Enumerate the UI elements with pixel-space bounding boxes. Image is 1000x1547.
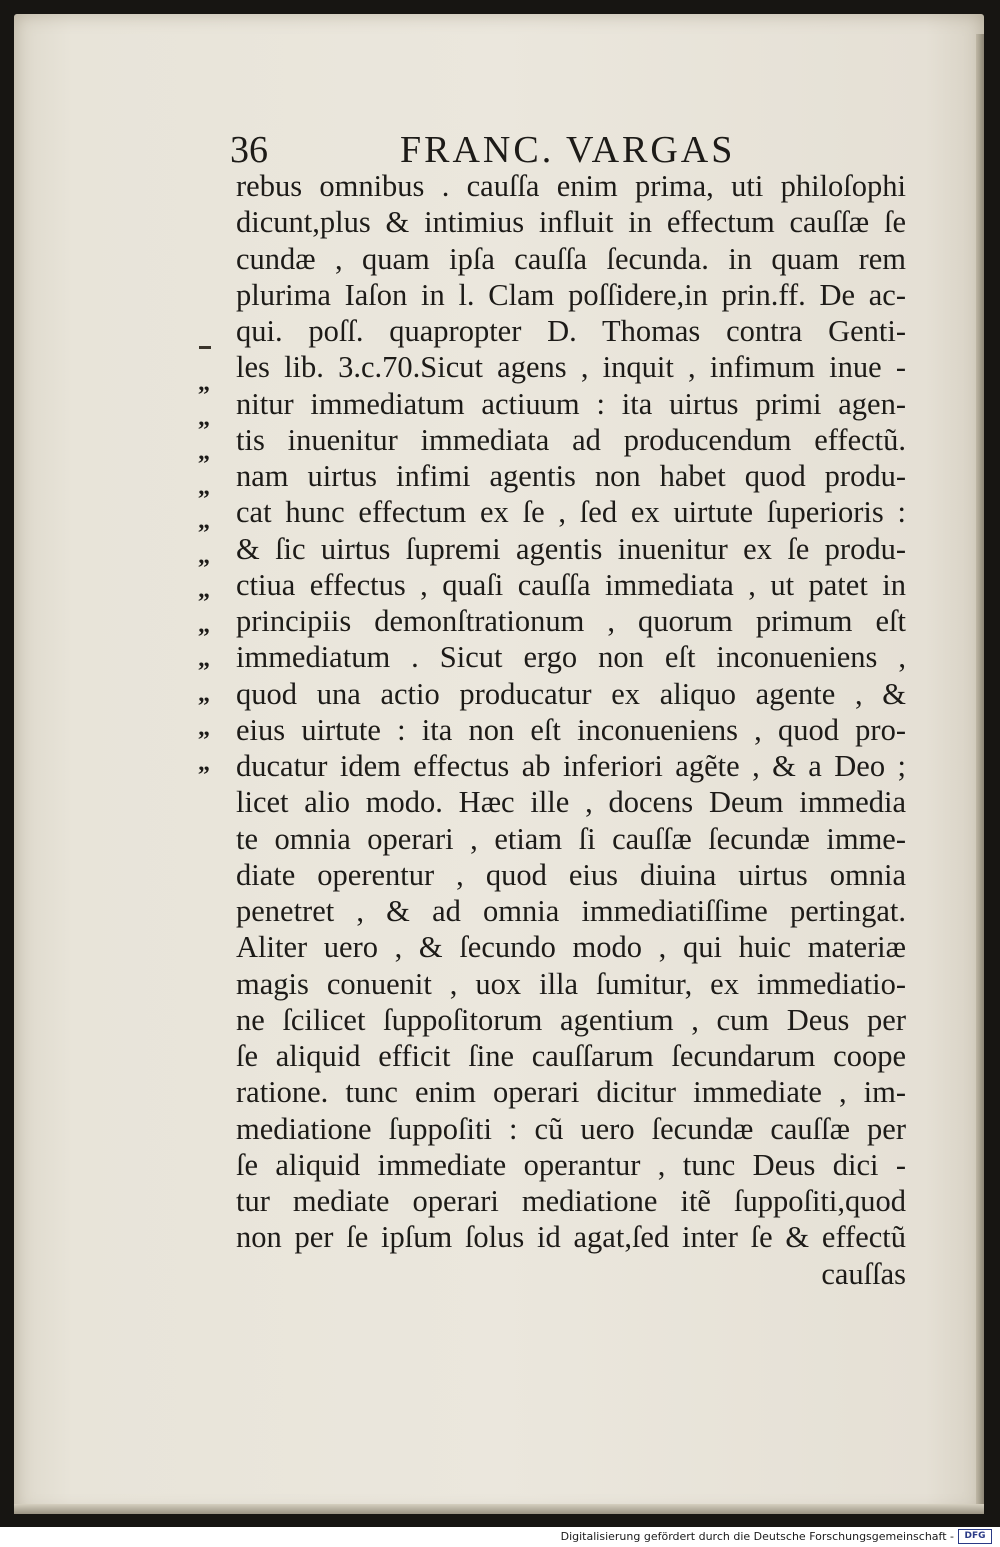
text-line: te omnia operari , etiam ſi cauſſæ ſecundæ imme- xyxy=(236,821,906,856)
text-line: qui. poſſ. quapropter D. Thomas contra Genti- xyxy=(236,314,906,348)
page-edge-right xyxy=(976,34,984,1514)
text-line: Aliter uero , & ſecundo modo , qui huic materiæ xyxy=(236,930,906,965)
quote-mark: „ xyxy=(198,680,210,707)
text-line: licet alio modo. Hæc ille , docens Deum immedia xyxy=(236,785,906,820)
text-line: eius uirtute : ita non eſt inconueniens , quod pro- xyxy=(236,712,906,747)
text-line: & ſic uirtus ſupremi agentis inuenitur ex ſe produ- xyxy=(236,531,906,566)
quote-mark: „ xyxy=(198,715,210,741)
text-line: magis conuenit , uox illa ſumitur, ex immediatio- xyxy=(236,966,906,1001)
running-head xyxy=(230,128,770,172)
dfg-logo[interactable]: DFG xyxy=(958,1529,992,1544)
page-number: 36 xyxy=(230,129,268,171)
text-line: ducatur idem effectus ab inferiori agẽte , & a Deo ; xyxy=(236,749,906,783)
text-line: penetret , & ad omnia immediatiſſime pertingat. xyxy=(236,894,906,928)
quote-mark: „ xyxy=(198,646,210,672)
digitization-note: Digitalisierung gefördert durch die Deutsche Forschungsgemeinschaft - xyxy=(560,1530,954,1543)
text-line: rebus omnibus . cauſſa enim prima, uti philoſophi xyxy=(236,169,906,203)
text-line: ne ſcilicet ſuppoſitorum agentium , cum Deus per xyxy=(236,1002,906,1037)
text-line: plurima Iaſon in l. Clam poſſidere,in prin.ff. De ac- xyxy=(236,277,906,312)
text-line: principiis demonſtrationum , quorum primum eſt xyxy=(236,604,906,638)
text-line: ſe aliquid immediate operantur , tunc Deus dici - xyxy=(236,1147,906,1182)
text-line: ratione. tunc enim operari dicitur immediate , im- xyxy=(236,1075,906,1110)
text-line: ctiua effectus , quaſi cauſſa immediata , ut patet in xyxy=(236,567,906,602)
text-line: tur mediate operari mediatione itẽ ſuppoſiti,quod xyxy=(236,1184,906,1218)
quote-mark: „ xyxy=(198,439,210,465)
body-text xyxy=(236,168,906,1292)
running-head-title: FRANC. VARGAS xyxy=(400,129,736,171)
footer-bar xyxy=(0,1527,1000,1547)
catchword: cauſſas xyxy=(821,1256,906,1291)
text-line: nam uirtus infimi agentis non habet quod produ- xyxy=(236,459,906,493)
quote-mark: „ xyxy=(198,508,210,534)
text-line: ſe aliquid efficit ſine cauſſarum ſecundarum coope xyxy=(236,1039,906,1073)
text-line: non per ſe ipſum ſolus id agat,ſed inter ſe & effectũ xyxy=(236,1220,906,1255)
text-line: cundæ , quam ipſa cauſſa ſecunda. in quam rem xyxy=(236,241,906,276)
quote-mark: „ xyxy=(198,404,210,431)
quote-mark: „ xyxy=(198,611,210,638)
text-line: immediatum . Sicut ergo non eſt inconueniens , xyxy=(236,640,906,675)
text-line: dicunt,plus & intimius influit in effectum cauſſæ ſe xyxy=(236,205,906,240)
quote-mark: „ xyxy=(198,577,210,603)
text-line: nitur immediatum actiuum : ita uirtus primi agen- xyxy=(236,386,906,421)
text-line: les lib. 3.c.70.Sicut agens , inquit , infimum inue - xyxy=(236,350,906,385)
text-line: diate operentur , quod eius diuina uirtus omnia xyxy=(236,857,906,892)
quote-mark: „ xyxy=(198,370,210,396)
quote-mark: „ xyxy=(198,542,210,569)
text-line: mediatione ſuppoſiti : cũ uero ſecundæ cauſſæ per xyxy=(236,1111,906,1146)
page-edge-bottom xyxy=(14,1504,984,1514)
quote-mark: „ xyxy=(198,473,210,500)
text-line: tis inuenitur immediata ad producendum effectũ. xyxy=(236,422,906,457)
margin-stray-mark xyxy=(199,346,211,349)
text-line: quod una actio producatur ex aliquo agente , & xyxy=(236,676,906,711)
quote-mark: „ xyxy=(198,749,210,776)
text-line: cat hunc effectum ex ſe , ſed ex uirtute ſuperioris : xyxy=(236,495,906,530)
margin-quote-marks xyxy=(198,366,238,780)
